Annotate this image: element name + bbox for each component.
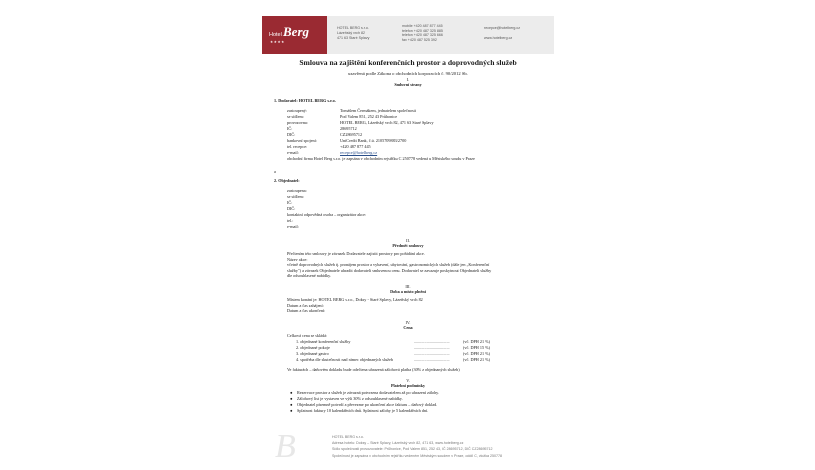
header-city: 471 63 Staré Splavy — [337, 36, 370, 40]
party1-field-value: Pod Valem 851, 252 43 Průhonice — [340, 114, 398, 119]
party1-field-value: Tomášem Čermákem, jednatelem společnosti — [340, 108, 416, 113]
party2-field-label: se sídlem: — [287, 194, 304, 199]
party1-field-value: CZ28695712 — [340, 132, 363, 137]
price-item-amount[interactable]: .................................. — [414, 345, 450, 350]
header-email[interactable]: recepce@hotelberg.cz — [484, 26, 521, 30]
header-phone: telefon +420 487 325 885 — [402, 28, 443, 33]
section2-line: včetně doprovodných služeb tj. pronájem prostor a vybavení, ubytování, gastronomických služeb (dále jen „Konferenční — [287, 262, 490, 268]
conjunction: a — [274, 169, 276, 174]
price-item-vat: (vč. DPH 21 %) — [463, 339, 490, 344]
document-page — [262, 16, 554, 470]
bullet-icon: ● — [290, 402, 293, 407]
party2-field-label: IČ: — [287, 200, 293, 205]
page-footer — [262, 428, 554, 470]
footer-lines — [332, 434, 502, 459]
header-address — [337, 26, 369, 41]
party1-field-value: 28695712 — [340, 126, 357, 131]
party2-field-label: zastoupena: — [287, 188, 307, 193]
party1-field-label: IČ: — [287, 126, 293, 131]
section3-line: Místem konání je: HOTEL BERG s.r.o., Doksy - Staré Splavy, Lázeňský vrch 82 — [287, 297, 423, 302]
price-note: Ve fakturách – daňovém dokladu bude odečtena uhrazená zálohová platba (30% z objednaných služeb) — [287, 367, 460, 372]
party1-email-link[interactable]: recepce@hotelberg.cz — [340, 150, 378, 155]
section-heading: Doba a místo plnění — [390, 289, 426, 294]
header-fax: fax +420 487 525 392 — [402, 37, 437, 42]
payment-term: Splatnost faktury 10 kalendářních dnů. Splatnost zálohy je 5 kalendářních dní. — [297, 408, 429, 413]
party2-field-label: e-mail: — [287, 224, 299, 229]
section2-line: Název akce: — [287, 256, 308, 262]
price-item-label: 1. objednané konferenční služby — [296, 339, 351, 344]
party1-field-label: bankovní spojení: — [287, 138, 317, 143]
section-heading: Cena — [403, 325, 413, 330]
section-heading: Předmět smlouvy — [392, 243, 424, 248]
header-web[interactable]: www.hotelberg.cz — [484, 36, 513, 40]
party2-field-label: tel.: — [287, 218, 294, 223]
price-item-label: 4. spotřeba dle skutečnosti nad rámec objednaných služeb — [296, 357, 393, 362]
bullet-icon: ● — [290, 408, 293, 413]
section-number: V. — [406, 378, 410, 383]
bullet-icon: ● — [290, 396, 293, 401]
party1-field-label: zastoupený: — [287, 108, 308, 113]
payment-term: Objednatel písemně potvrdí a převezme po ukončení akce fakturu – daňový doklad. — [297, 402, 438, 407]
party1-label: 1. Dodavatel: HOTEL BERG s.r.o. — [274, 98, 336, 103]
party1-field-value: HOTEL BERG, Lázeňský vrch 82, 471 63 Staré Splavy — [340, 120, 434, 125]
header-street: Lázeňský vrch 82 — [337, 31, 365, 35]
footer-line: Adresa hotelu: Doksy – Staré Splavy, Lázeňský vrch 82, 471 63, www.hotelberg.cz — [332, 441, 464, 446]
party1-field-label: DIČ: — [287, 132, 296, 137]
footer-line: HOTEL BERG s.r.o. — [332, 435, 364, 439]
party1-field-label: se sídlem: — [287, 114, 304, 119]
section-number: III. — [405, 284, 411, 289]
price-item-vat: (vč. DPH 15 %) — [463, 345, 490, 350]
hotel-logo — [262, 16, 327, 54]
section-heading: Platební podmínky — [390, 383, 426, 388]
party2-field-label: kontaktní odpovědná osoba – organizátor akce: — [287, 212, 367, 217]
logo-stars: ★★★★ — [270, 40, 285, 44]
bullet-icon: ● — [290, 390, 293, 395]
header-company: HOTEL BERG s.r.o. — [337, 26, 369, 30]
section2-line: dle odsouhlasené nabídky. — [287, 273, 332, 279]
page-subtitle: uzavřená podle Zákona o obchodních korporacích č. 90/2012 Sb. — [348, 71, 468, 76]
header-phone: mobile +420 487 877 445 — [402, 24, 443, 28]
payment-term: Rezervace prostor a služeb je závazná potvrzena dodavatelem až po uhrazení zálohy. — [297, 390, 440, 395]
page-title: Smlouva na zajištění konferenčních prostor a doprovodných služeb — [299, 58, 517, 67]
price-item-vat: (vč. DPH 21 %) — [463, 351, 490, 356]
logo-hotel-text: Hotel — [269, 32, 282, 38]
party1-field-label: e-mail: — [287, 150, 299, 155]
price-intro: Celková cena se skládá: — [287, 333, 328, 338]
footer-line: Sídlo společnosti provozovatele: Průhonice, Pod Valem 851, 252 43, IČ 28695712, DIČ CZ28695712 — [332, 447, 493, 452]
party2-label: 2. Objednatel: — [274, 178, 300, 183]
section-number: IV. — [405, 320, 411, 325]
price-item-amount[interactable]: .................................. — [414, 351, 450, 356]
price-item-amount[interactable]: .................................. — [414, 357, 450, 362]
header-phones — [402, 24, 443, 42]
header-contact — [484, 26, 520, 41]
party2-field-label: DIČ: — [287, 206, 296, 211]
footer-line: Společnost je zapsána v obchodním rejstříku vedeném Městským soudem v Praze, oddíl C, vložka 250778 — [332, 453, 502, 458]
section-number: II. — [406, 238, 410, 243]
payment-term: Zálohový list je vystaven ve výši 30% z odsouhlasené nabídky. — [297, 396, 403, 401]
price-item-amount[interactable]: .................................. — [414, 339, 450, 344]
letterhead — [262, 16, 554, 54]
section2-line: služby") a závazek Objednatele uhradit dodavateli smluvenou cenu. Dodavatel se zavazuje poskytnout Objednateli služby — [287, 267, 492, 273]
party1-field-value: UniCredit Bank, č.ú. 2105709883/2700 — [340, 138, 407, 143]
section2-line: Přečtením této smlouvy je závazek Dodavatele zajistit prostory pro pořádání akce. — [287, 251, 425, 256]
footer-watermark: B — [275, 428, 296, 465]
section3-line: Datum a čas zahájení: — [287, 302, 324, 308]
party1-field-label: provozovna: — [287, 120, 308, 125]
price-item-vat: (vč. DPH 21 %) — [463, 357, 490, 362]
party1-registration-note: obchodní firma Hotel Berg s.r.o. je zapsána v obchodním rejstříku C 250778 vedená u Městského soudu v Praze — [287, 156, 475, 161]
section-heading: Smluvní strany — [394, 82, 422, 87]
logo-berg-text: Berg — [283, 24, 309, 39]
header-phone: telefon +420 487 325 666 — [402, 33, 443, 38]
price-item-label: 2. objednané pokoje — [296, 345, 330, 350]
price-item-label: 3. objednané gastro — [296, 351, 329, 356]
section-number: I. — [406, 77, 410, 82]
party1-field-label: tel. recepce: — [287, 144, 308, 149]
section3-line: Datum a čas ukončení: — [287, 308, 326, 314]
party1-field-value: +420 487 877 445 — [340, 144, 371, 149]
